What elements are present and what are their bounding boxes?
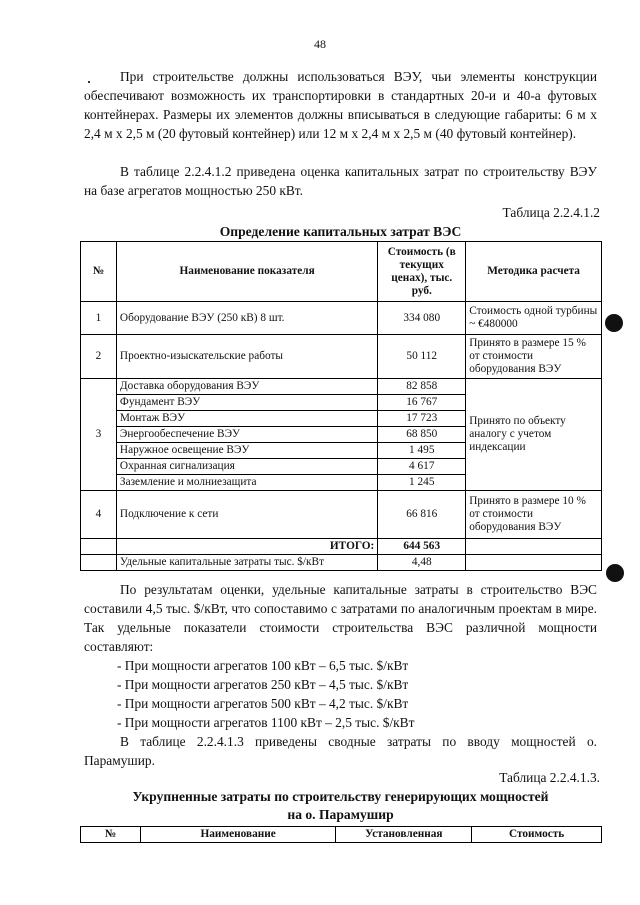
row-method: Стоимость одной турбины ~ €480000 [466, 302, 602, 335]
row-name: Монтаж ВЭУ [116, 411, 377, 427]
table-specific-row [81, 555, 602, 571]
row-name: Охранная сигнализация [116, 459, 377, 475]
table2-title-line2: на о. Парамушир [287, 807, 394, 822]
table2-label: Таблица 2.2.4.1.3. [499, 770, 600, 785]
scan-hole-mark [605, 314, 623, 332]
scan-speck [88, 81, 90, 83]
list-item: - При мощности агрегатов 500 кВт – 4,2 тыс. $/кВт [117, 696, 409, 711]
row-method: Принято в размере 15 % от стоимости оборудования ВЭУ [466, 335, 602, 379]
list-item: - При мощности агрегатов 250 кВт – 4,5 тыс. $/кВт [117, 677, 409, 692]
row-name: Энергообеспечение ВЭУ [116, 427, 377, 443]
table-row [81, 379, 602, 395]
page-number: 48 [314, 37, 326, 51]
row-name: Доставка оборудования ВЭУ [116, 379, 377, 395]
table-row [81, 302, 602, 335]
row-cost: 1 245 [378, 475, 466, 491]
row-cost: 50 112 [378, 335, 466, 379]
paragraph-table-intro: В таблице 2.2.4.1.2 приведена оценка капитальных затрат по строительству ВЭУ на базе агрегатов мощностью 250 кВт. [84, 164, 597, 198]
scan-hole-mark [606, 564, 624, 582]
row-name: Фундамент ВЭУ [116, 395, 377, 411]
table-title: Определение капитальных затрат ВЭС [219, 224, 462, 239]
header-num: № [81, 242, 117, 302]
row-num: 3 [81, 379, 117, 491]
table-row [81, 335, 602, 379]
row-method: Принято в размере 10 % от стоимости оборудования ВЭУ [466, 491, 602, 539]
list-item: - При мощности агрегатов 1100 кВт – 2,5 тыс. $/кВт [117, 715, 415, 730]
specific-cost-value: 4,48 [378, 555, 466, 571]
header-name: Наименование показателя [116, 242, 377, 302]
row-method: Принято по объекту аналогу с учетом индексации [466, 379, 602, 491]
row-name: Заземление и молниезащита [116, 475, 377, 491]
table-row [81, 491, 602, 539]
row-cost: 17 723 [378, 411, 466, 427]
row-num: 1 [81, 302, 117, 335]
table2-header-row [81, 827, 602, 843]
row-cost: 68 850 [378, 427, 466, 443]
paragraph-table2-intro: В таблице 2.2.4.1.3 приведены сводные затраты по вводу мощностей о. Парамушир. [84, 734, 597, 768]
table2-header-num: № [81, 827, 141, 843]
row-cost: 66 816 [378, 491, 466, 539]
row-name: Проектно-изыскательские работы [116, 335, 377, 379]
row-cost: 1 495 [378, 443, 466, 459]
row-num: 2 [81, 335, 117, 379]
row-cost: 4 617 [378, 459, 466, 475]
paragraph-container-requirements: При строительстве должны использоваться ВЭУ, чьи элементы конструкции обеспечивают возможность их транспортировки в стандартных 20-и и 40-а футовых контейнерах. Размеры их элементов должны вписываться в следующие габариты: 6 м х 2,4 м х 2,5 м (20 футовый контейнер) или 12 м х 2,4 м х 2,5 м (40 футовый контейнер). [84, 69, 597, 141]
summary-costs-table [80, 826, 602, 843]
capital-costs-table [80, 241, 602, 571]
row-num: 4 [81, 491, 117, 539]
row-cost: 334 080 [378, 302, 466, 335]
header-method: Методика расчета [466, 242, 602, 302]
row-name: Оборудование ВЭУ (250 кВ) 8 шт. [116, 302, 377, 335]
total-label: ИТОГО: [116, 539, 377, 555]
table2-header-cost: Стоимость [472, 827, 602, 843]
table2-title-line1: Укрупненные затраты по строительству генерирующих мощностей [132, 789, 549, 804]
total-value: 644 563 [378, 539, 466, 555]
table-label: Таблица 2.2.4.1.2 [502, 205, 600, 220]
row-name: Наружное освещение ВЭУ [116, 443, 377, 459]
list-item: - При мощности агрегатов 100 кВт – 6,5 тыс. $/кВт [117, 658, 409, 673]
header-cost: Стоимость (в текущих ценах), тыс. руб. [378, 242, 466, 302]
table2-header-name: Наименование [140, 827, 336, 843]
table2-header-installed: Установленная [336, 827, 472, 843]
row-cost: 82 858 [378, 379, 466, 395]
table-header-row [81, 242, 602, 302]
row-name: Подключение к сети [116, 491, 377, 539]
table-total-row [81, 539, 602, 555]
specific-cost-label: Удельные капитальные затраты тыс. $/кВт [116, 555, 377, 571]
row-cost: 16 767 [378, 395, 466, 411]
paragraph-results: По результатам оценки, удельные капитальные затраты в строительство ВЭС составили 4,5 тыс. $/кВт, что сопоставимо с затратами по аналогичным проектам в мире. Так удельные показатели стоимости строительства ВЭС различной мощности составляют: [84, 582, 597, 654]
